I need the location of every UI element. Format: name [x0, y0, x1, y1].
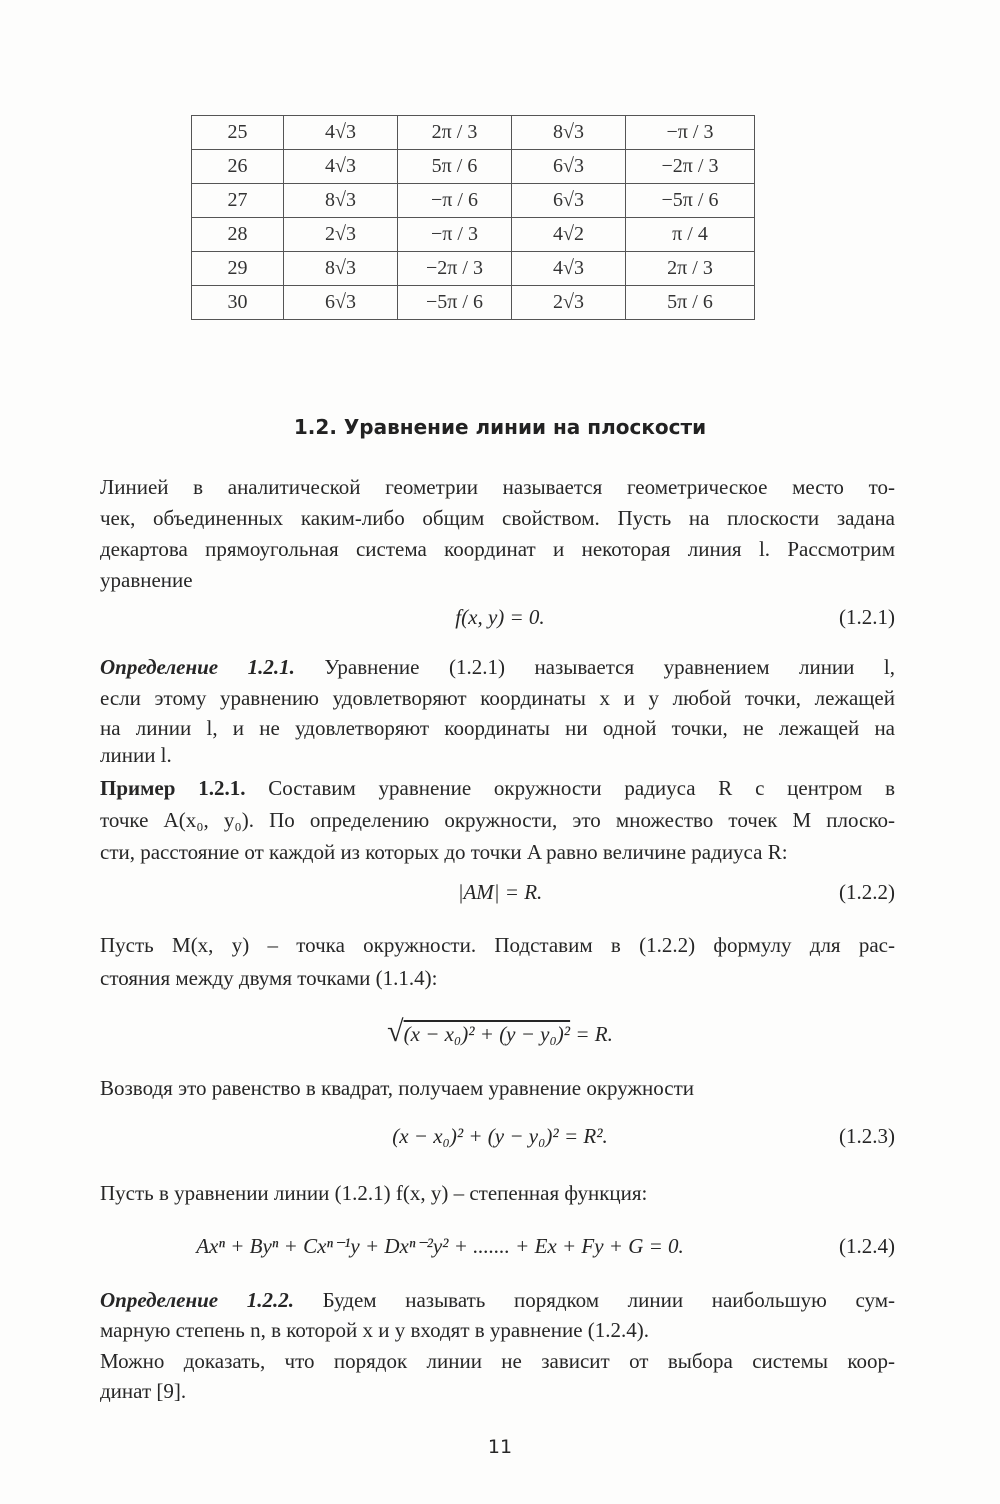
- paragraph-line: Пусть в уравнении линии (1.2.1) f(x, y) – степенная функция:: [100, 1181, 648, 1205]
- equation-number: (1.2.2): [839, 880, 895, 904]
- table-row: [192, 252, 755, 286]
- equation-1-2-3: (x − x₀)² + (y − y₀)² = R². (1.2.3): [392, 1124, 895, 1148]
- paragraph-line: декартова прямоугольная система координат и некоторая линия l. Рассмотрим: [100, 537, 895, 561]
- table-cell: 8√3: [284, 184, 398, 218]
- table-cell: −π / 6: [398, 184, 512, 218]
- definition-line: на линии l, и не удовлетворяют координаты ни одной точки, не лежащей на: [100, 716, 895, 740]
- table-cell: 5π / 6: [398, 150, 512, 184]
- table-cell: −π / 3: [398, 218, 512, 252]
- equation-number: (1.2.1): [839, 605, 895, 629]
- table-cell: 4√3: [284, 150, 398, 184]
- paragraph-line: Возводя это равенство в квадрат, получаем уравнение окружности: [100, 1076, 694, 1100]
- equation-1-2-2: |AM| = R. (1.2.2): [457, 880, 895, 904]
- table-cell: π / 4: [626, 218, 755, 252]
- table-cell: 4√3: [284, 116, 398, 150]
- equation-number: (1.2.4): [839, 1234, 895, 1258]
- example-line: точке A(x₀, y₀). По определению окружности, это множество точек M плоско-: [100, 808, 895, 832]
- table-cell: 27: [192, 184, 284, 218]
- table-cell: 2√3: [512, 286, 626, 320]
- table-cell: 2π / 3: [626, 252, 755, 286]
- definition-line: Определение 1.2.1. Уравнение (1.2.1) называется уравнением линии l,: [100, 655, 895, 679]
- table-cell: 8√3: [284, 252, 398, 286]
- table-cell: 4√3: [512, 252, 626, 286]
- definition-label: Определение 1.2.2.: [100, 1288, 294, 1312]
- section-heading: 1.2. Уравнение линии на плоскости: [293, 415, 707, 439]
- definition-line: если этому уравнению удовлетворяют координаты x и y любой точки, лежащей: [100, 686, 895, 710]
- table-cell: 2π / 3: [398, 116, 512, 150]
- equation-number: (1.2.3): [839, 1124, 895, 1148]
- example-line: Пример 1.2.1. Составим уравнение окружности радиуса R с центром в: [100, 776, 895, 800]
- equation-1-2-4: Axⁿ + Byⁿ + Cxⁿ⁻¹y + Dxⁿ⁻²y² + ....... + Ex + Fy + G = 0. (1.2.4): [196, 1234, 895, 1258]
- table-cell: −2π / 3: [398, 252, 512, 286]
- paragraph-line: чек, объединенных каким-либо общим свойством. Пусть на плоскости задана: [100, 506, 895, 530]
- table-cell: 5π / 6: [626, 286, 755, 320]
- page-number: 11: [487, 1436, 513, 1458]
- table-cell: −5π / 6: [398, 286, 512, 320]
- definition-line: Определение 1.2.2. Будем называть порядком линии наибольшую сум-: [100, 1288, 895, 1312]
- table-cell: 6√3: [284, 286, 398, 320]
- paragraph-line: Линией в аналитической геометрии называется геометрическое место то-: [100, 475, 895, 499]
- definition-line: линии l.: [100, 743, 172, 767]
- paragraph-line: динат [9].: [100, 1379, 187, 1403]
- table-cell: 2√3: [284, 218, 398, 252]
- paragraph-line: Пусть M(x, y) – точка окружности. Подставим в (1.2.2) формулу для рас-: [100, 933, 895, 957]
- table-cell: 25: [192, 116, 284, 150]
- paragraph-line: Можно доказать, что порядок линии не зависит от выбора системы коор-: [100, 1349, 895, 1373]
- table-cell: 30: [192, 286, 284, 320]
- table-cell: 6√3: [512, 184, 626, 218]
- paragraph-line: стояния между двумя точками (1.1.4):: [100, 966, 438, 990]
- table-row: [192, 218, 755, 252]
- table-cell: 4√2: [512, 218, 626, 252]
- variants-table: [191, 115, 755, 320]
- definition-line: марную степень n, в которой x и y входят в уравнение (1.2.4).: [100, 1318, 650, 1342]
- table-cell: −2π / 3: [626, 150, 755, 184]
- example-label: Пример 1.2.1.: [100, 776, 246, 800]
- table-row: [192, 150, 755, 184]
- table-cell: 26: [192, 150, 284, 184]
- example-line: сти, расстояние от каждой из которых до точки A равно величине радиуса R:: [100, 840, 788, 864]
- table-cell: 28: [192, 218, 284, 252]
- distance-formula: √(x − x₀)² + (y − y₀)² = R.: [387, 1015, 613, 1048]
- definition-label: Определение 1.2.1.: [100, 655, 295, 679]
- table-row: [192, 286, 755, 320]
- table-cell: −π / 3: [626, 116, 755, 150]
- table-cell: 6√3: [512, 150, 626, 184]
- paragraph-line: уравнение: [100, 568, 193, 592]
- equation-1-2-1: f(x, y) = 0. (1.2.1): [455, 605, 895, 629]
- table-cell: 8√3: [512, 116, 626, 150]
- table-row: [192, 184, 755, 218]
- table-cell: −5π / 6: [626, 184, 755, 218]
- table-cell: 29: [192, 252, 284, 286]
- table-row: [192, 116, 755, 150]
